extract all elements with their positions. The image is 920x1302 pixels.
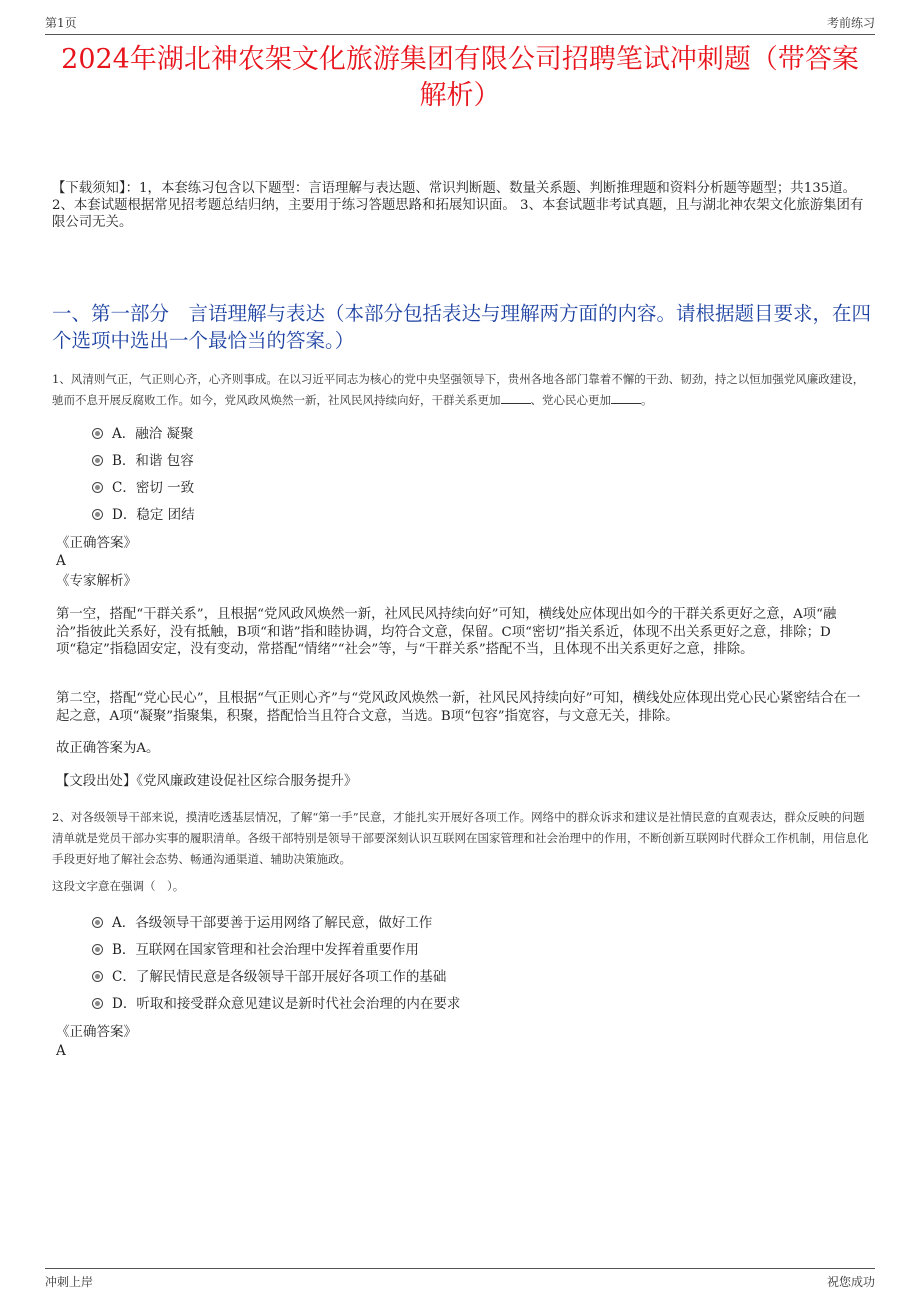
radio-icon[interactable]	[92, 998, 103, 1009]
footer-right: 祝您成功	[826, 1275, 875, 1289]
q1-analysis-paragraph-1: 第一空，搭配“干群关系”，且根据“党风政风焕然一新，社风民风持续向好”可知，横线处应体现出如今的干群关系更好之意，A项“融洽”指彼此关系好，没有抵触，B项“和谐”指和睦协调，均符合文意，保留。C项“密切”指关系近，体现不出关系更好之意，排除；D项“稳定”指稳固安定，没有变动，常搭配“情绪”“社会”等，与“干群关系”搭配不当，且体现不出关系更好之意，排除。	[56, 607, 837, 658]
q2-option-b[interactable]: B．互联网在国家管理和社会治理中发挥着重要作用	[92, 940, 419, 960]
question-2-stem: 2、对各级领导干部来说，摸清吃透基层情况，了解“第一手”民意，才能扎实开展好各项工作。网络中的群众诉求和建议是社情民意的直观表达，群众反映的问题清单就是党员干部办实事的履职清单。各级干部特别是领导干部要深刻认识互联网在国家管理和社会治理中的作用，不断创新互联网时代群众工作机制，用信息化手段更好地了解社会态势、畅通沟通渠道、辅助决策施政。	[52, 810, 869, 866]
q2-option-a[interactable]: A．各级领导干部要善于运用网络了解民意，做好工作	[92, 913, 432, 933]
question-1-stem: 1、风清则气正，气正则心齐，心齐则事成。在以习近平同志为核心的党中央坚强领导下，贵州各地各部门靠着不懈的干劲、韧劲，持之以恒加强党风廉政建设，驰而不息开展反腐败工作。如今，党风政风焕然一新，社风民风持续向好，干群关系更加 、党心民心更加 。	[52, 372, 865, 407]
page-header	[45, 12, 875, 35]
q2-option-d[interactable]: D．听取和接受群众意见建议是新时代社会治理的内在要求	[92, 994, 460, 1014]
q2-answer-label: 《正确答案》	[56, 1024, 137, 1040]
download-notice: 【下载须知】：1，本套练习包含以下题型：言语理解与表达题、常识判断题、数量关系题、判断推理题和资料分析题等题型；共135道。 2、本套试题根据常见招考题总结归纳，主要用于练习答题思路和拓展知识面。 3、本套试题非考试真题，且与湖北神农架文化旅游集团有限公司无关。	[52, 181, 864, 230]
q2-option-c[interactable]: C．了解民情民意是各级领导干部开展好各项工作的基础	[92, 967, 446, 987]
radio-icon[interactable]	[92, 482, 103, 493]
q1-option-c[interactable]: C．密切 一致	[92, 478, 194, 498]
radio-icon[interactable]	[92, 428, 103, 439]
q1-option-d[interactable]: D．稳定 团结	[92, 505, 195, 525]
q1-source: 【文段出处】《党风廉政建设促社区综合服务提升》	[56, 774, 358, 789]
fill-blank-1	[501, 393, 531, 404]
q1-answer-label: 《正确答案》	[56, 535, 137, 551]
section-heading: 一、第一部分 言语理解与表达（本部分包括表达与理解两方面的内容。请根据题目要求，在四个选项中选出一个最恰当的答案。）	[52, 302, 872, 352]
radio-icon[interactable]	[92, 455, 103, 466]
radio-icon[interactable]	[92, 509, 103, 520]
fill-blank-2	[611, 393, 641, 404]
document-title: 2024年湖北神农架文化旅游集团有限公司招聘笔试冲刺题（带答案解析）	[61, 44, 859, 111]
footer-left: 冲刺上岸	[45, 1275, 94, 1289]
q1-analysis-paragraph-2: 第二空，搭配“党心民心”，且根据“气正则心齐”与“党风政风焕然一新，社风民风持续向好”可知，横线处应体现出党心民心紧密结合在一起之意，A项“凝聚”指聚集，积聚，搭配恰当且符合文意，当选。B项“包容”指宽容，与文意无关，排除。	[56, 691, 861, 724]
question-2-prompt: 这段文字意在强调（ ）。	[52, 879, 185, 893]
page-number: 第1页	[45, 16, 77, 30]
q1-conclusion: 故正确答案为A。	[56, 741, 160, 756]
page-footer	[45, 1268, 875, 1291]
radio-icon[interactable]	[92, 944, 103, 955]
q2-answer: A	[56, 1043, 66, 1059]
header-label: 考前练习	[826, 16, 875, 30]
radio-icon[interactable]	[92, 917, 103, 928]
q1-option-a[interactable]: A．融洽 凝聚	[92, 424, 194, 444]
q1-analysis-label: 《专家解析》	[56, 573, 137, 589]
q1-option-b[interactable]: B．和谐 包容	[92, 451, 194, 471]
radio-icon[interactable]	[92, 971, 103, 982]
q1-answer: A	[56, 553, 66, 569]
